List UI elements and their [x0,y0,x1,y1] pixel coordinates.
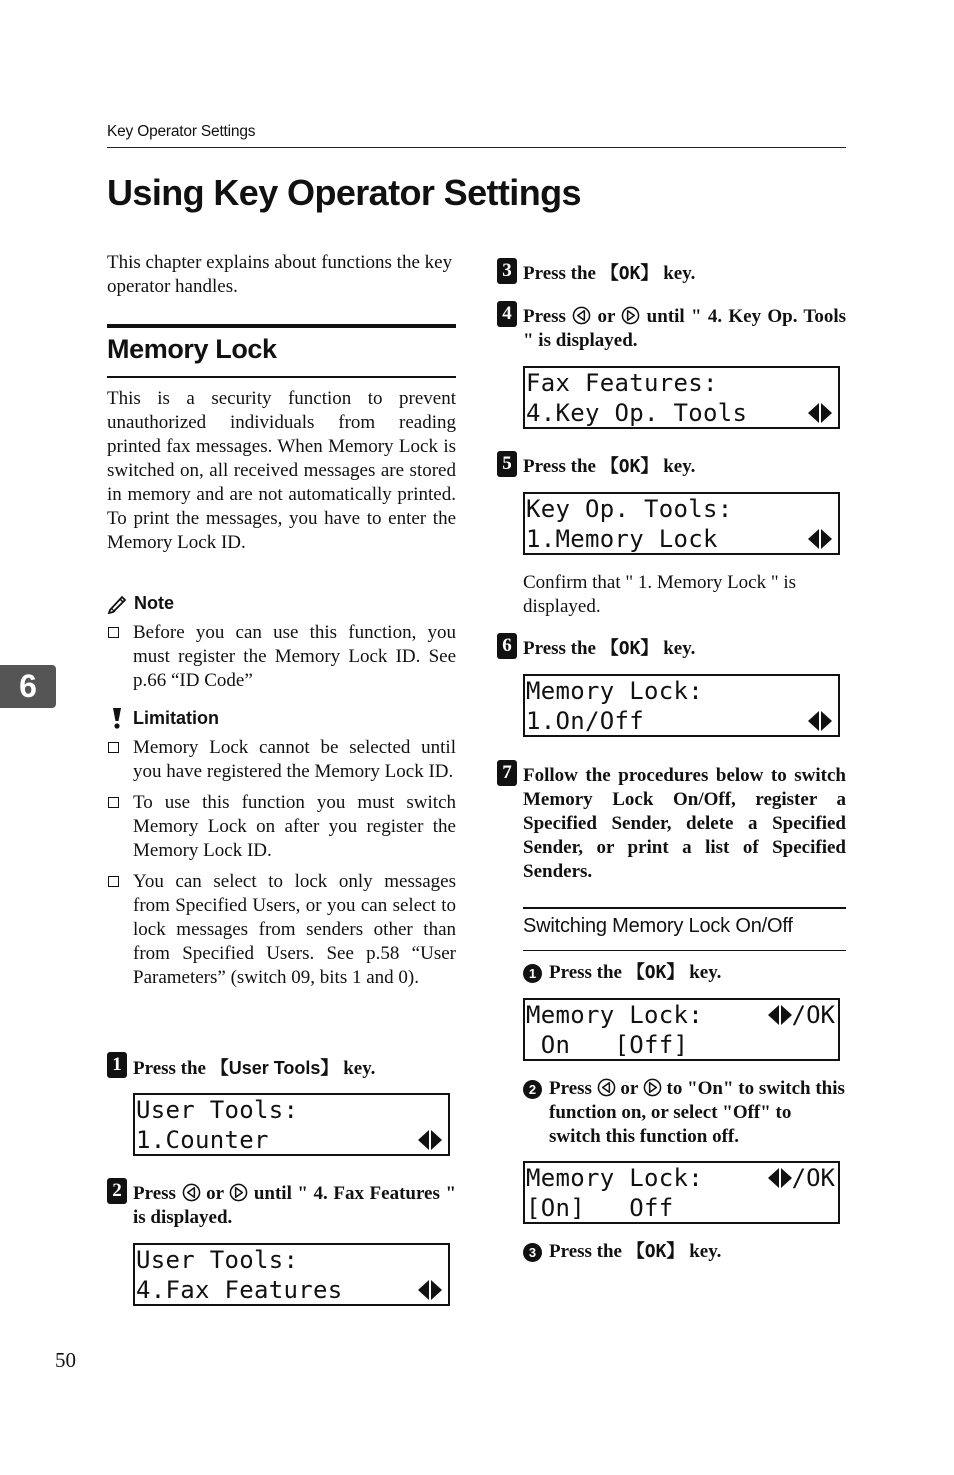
note-heading [107,593,174,614]
section-rule-bottom [107,376,456,378]
step-number: 3 [497,258,517,284]
lcd-line-1: User Tools: [136,1096,299,1124]
step-number: 2 [107,1178,127,1204]
checkbox-icon [108,797,119,808]
lcd-display-fax-features [523,366,840,429]
checkbox-icon [108,742,119,753]
exclamation-icon [107,707,127,729]
substep-2: 2 Press or to "On" to switch this function on, or select "Off" to switch this function off. [523,1077,846,1149]
subsection-rule-bottom [523,950,846,951]
left-right-arrow-icon [418,1130,442,1150]
limitation-list [107,736,456,997]
section-title: Memory Lock [107,334,277,364]
note-list [107,621,456,700]
section-rule-top [107,324,456,328]
left-arrow-circle-icon [182,1183,201,1202]
left-arrow-circle-icon [572,306,591,325]
lcd-line-2: 1.On/Off [526,707,644,735]
running-head: Key Operator Settings [107,123,256,140]
limitation-item: You can select to lock only messages from Specified Users, or you can select to lock messages from senders other than from Specified Users. See p.58 “User Parameters” (switch 09, bits 1 and 0). [107,870,456,990]
ok-label: /OK [791,1001,835,1029]
lcd-display-user-tools-fax [133,1243,450,1306]
lcd-line-1: Memory Lock: [526,1164,703,1192]
ok-key: 【OK】 [600,456,659,477]
left-right-arrow-icon [808,711,832,731]
step-number: 4 [497,301,517,327]
lcd-display-memory-lock-on [523,1161,840,1224]
checkbox-icon [108,876,119,887]
lcd-line-2: On [Off] [526,1031,689,1059]
right-arrow-circle-icon [643,1078,662,1097]
left-right-arrow-icon [808,403,832,423]
page-title: Using Key Operator Settings [107,172,581,213]
user-tools-key: 【User Tools】 [210,1058,339,1078]
checkbox-icon [108,627,119,638]
substep-number: 2 [523,1080,542,1099]
substep-number: 3 [523,1243,542,1262]
lcd-line-2: 4.Fax Features [136,1276,343,1304]
header-rule [107,147,846,148]
right-arrow-circle-icon [229,1183,248,1202]
ok-key: 【OK】 [600,638,659,659]
left-right-arrow-icon [808,529,832,549]
ok-key: 【OK】 [600,263,659,284]
substep-3: 3 Press the 【OK】 key. [523,1240,846,1264]
limitation-label: Limitation [133,707,219,728]
lcd-display-memory-lock-menu [523,674,840,737]
step-2: 2 Press or until " 4. Fax Features " is displayed. [107,1182,456,1230]
note-item: Before you can use this function, you must register the Memory Lock ID. See p.66 “ID Code” [107,621,456,693]
lcd-line-2: 1.Memory Lock [526,525,718,553]
step-4: 4 Press or until " 4. Key Op. Tools " is displayed. [497,305,846,353]
lcd-display-user-tools-counter [133,1093,450,1156]
subsection-rule-top [523,907,846,909]
step-number: 6 [497,633,517,659]
step-7: 7 Follow the procedures below to switch Memory Lock On/Off, register a Specified Sender, delete a Specified Sender, or print a list of Specified Senders. [497,764,846,884]
ok-key: 【OK】 [626,962,685,983]
note-label: Note [134,593,174,613]
left-right-arrow-icon [768,1168,792,1188]
chapter-tab: 6 [0,665,56,708]
ok-key: 【OK】 [626,1241,685,1262]
lcd-line-1: Memory Lock: [526,677,703,705]
limitation-item: To use this function you must switch Memory Lock on after you register the Memory Lock ID. [107,791,456,863]
pencil-icon [107,594,128,614]
lcd-line-2: 1.Counter [136,1126,269,1154]
lcd-line-1: Key Op. Tools: [526,495,733,523]
lcd-line-1: Memory Lock: [526,1001,703,1029]
page-number: 50 [55,1348,76,1372]
step-1: 1 Press the 【User Tools】 key. [107,1056,456,1081]
lcd-line-1: Fax Features: [526,369,718,397]
limitation-heading [107,707,219,729]
step-number: 5 [497,451,517,477]
left-arrow-circle-icon [597,1078,616,1097]
lcd-display-key-op-tools [523,492,840,555]
section-body: This is a security function to prevent unauthorized individuals from reading printed fax messages. When Memory Lock is switched on, all received messages are stored in memory and are not automatically printed. To print the messages, you have to enter the Memory Lock ID. [107,388,456,553]
confirm-text: Confirm that " 1. Memory Lock " is displayed. [523,572,797,617]
step-5: 5 Press the 【OK】 key. [497,455,846,479]
step-6: 6 Press the 【OK】 key. [497,637,846,661]
substep-1: 1 Press the 【OK】 key. [523,961,846,985]
limitation-item: Memory Lock cannot be selected until you have registered the Memory Lock ID. [107,736,456,784]
subsection-title: Switching Memory Lock On/Off [523,915,793,937]
step-number: 7 [497,760,517,786]
lcd-line-1: User Tools: [136,1246,299,1274]
left-right-arrow-icon [418,1280,442,1300]
step-number: 1 [107,1052,127,1078]
lcd-line-2: 4.Key Op. Tools [526,399,748,427]
lcd-display-memory-lock-off [523,998,840,1061]
right-arrow-circle-icon [621,306,640,325]
left-right-arrow-icon [768,1005,792,1025]
intro-text: This chapter explains about functions the key operator handles. [107,252,453,297]
lcd-line-2: [On] Off [526,1194,674,1222]
substep-number: 1 [523,964,542,983]
ok-label: /OK [791,1164,835,1192]
step-3: 3 Press the 【OK】 key. [497,262,846,286]
